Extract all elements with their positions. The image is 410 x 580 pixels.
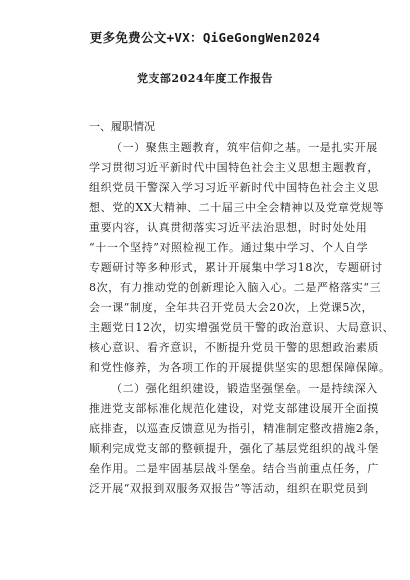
paragraph-line: 想、党的XX大精神、二十届三中全会精神以及党章党规等 [89, 201, 385, 214]
section-heading: 一、履职情况 [89, 120, 155, 133]
paragraph-line: 重要内容，认真贯彻落实习近平法治思想，时时处处用 [89, 221, 368, 234]
paragraph-line: “十一个坚持”对照检视工作。通过集中学习、个人自学 [89, 241, 369, 254]
paragraph-line: 专题研讨等多种形式，累计开展集中学习18次，专题研讨 [89, 261, 383, 274]
paragraph-line: 底排查，以巡查反馈意见为指引，精准制定整改措施2条， [89, 422, 387, 435]
document-title: 党支部2024年度工作报告 [136, 72, 274, 85]
paragraph-line: 会一课”制度，全年共召开党员大会20次，上党课5次， [89, 301, 374, 314]
promo-header: 更多免费公文+VX：QiGeGongWen2024 [89, 30, 321, 45]
paragraph-line: （二）强化组织建设，锻造坚强堡垒。一是持续深入 [111, 382, 378, 395]
paragraph-line: 垒作用。二是牢固基层战斗堡垒。结合当前重点任务，广 [89, 462, 379, 475]
paragraph-line: 泛开展“双报到双服务双报告”等活动，组织在职党员到 [89, 482, 369, 495]
paragraph-line: 核心意识、看齐意识，不断提升党员干警的思想政治素质 [89, 341, 379, 354]
paragraph-line: 顺利完成党支部的整顿提升，强化了基层党组织的战斗堡 [89, 442, 379, 455]
paragraph-line: （一）聚焦主题教育，筑牢信仰之基。一是扎实开展 [111, 141, 378, 154]
paragraph-line: 学习贯彻习近平新时代中国特色社会主义思想主题教育， [89, 161, 379, 174]
paragraph-line: 组织党员干警深入学习习近平新时代中国特色社会主义思 [89, 181, 379, 194]
paragraph-line: 8次，有力推动党的创新理论入脑入心。二是严格落实“三 [89, 281, 382, 294]
paragraph-line: 推进党支部标准化规范化建设，对党支部建设展开全面摸 [89, 402, 379, 415]
paragraph-line: 和党性修养，为各项工作的开展提供坚实的思想保障保障。 [89, 361, 391, 374]
paragraph-line: 主题党日12次，切实增强党员干警的政治意识、大局意识、 [89, 321, 395, 334]
